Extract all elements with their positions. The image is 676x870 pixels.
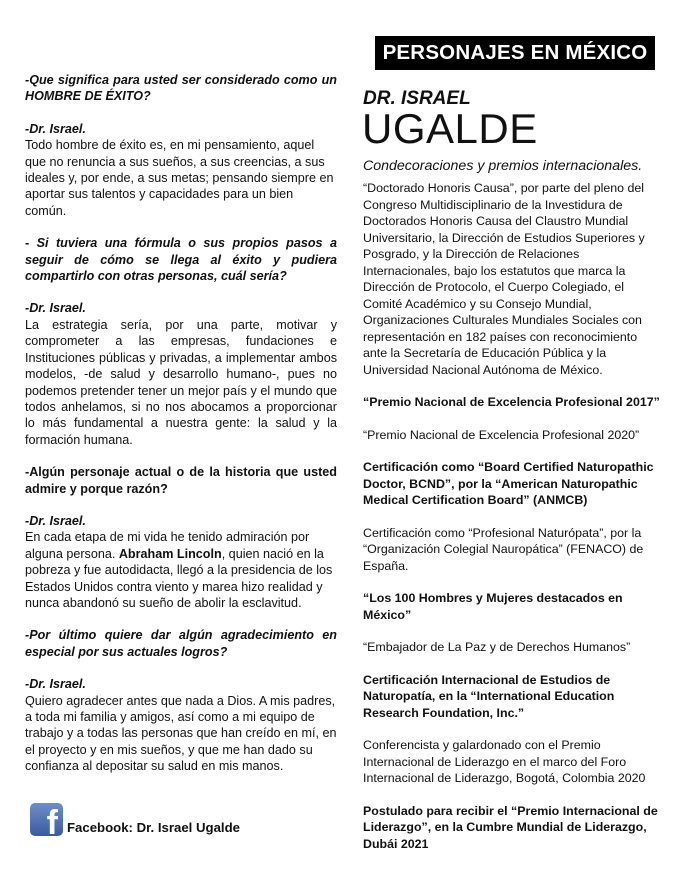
interview-speaker: -Dr. Israel. bbox=[25, 121, 86, 136]
interview-question: -Algún personaje actual o de la historia que usted admire y porque razón? bbox=[25, 465, 337, 496]
award-item: “Los 100 Hombres y Mujeres destacados en México” bbox=[363, 591, 623, 622]
name-surname: UGALDE bbox=[362, 105, 538, 152]
award-item: “Premio Nacional de Excelencia Profesional 2020” bbox=[363, 427, 640, 442]
interview-answer: La estrategia sería, por una parte, motivar y comprometer a las empresas, fundaciones e Instituciones públicas y privadas, a implementar ambos modelos, -de salud y desarrollo humano-, pues no podemos pretender tener un mejor país y el mundo que todos anhelamos, si no nos abocamos a proporcionar lo más fundamental a nuestra gente: la salud y la formación humana. bbox=[25, 317, 337, 447]
award-item: Certificación como “Board Certified Naturopathic Doctor, BCND”, por la “American Naturopathic Medical Certification Board” (ANMCB) bbox=[363, 460, 654, 507]
name-prefix: DR. ISRAEL bbox=[363, 88, 471, 109]
facebook-icon bbox=[30, 803, 63, 836]
award-item: Certificación Internacional de Estudios de Naturopatía, en la “International Education Research Foundation, Inc.” bbox=[363, 672, 615, 720]
award-item: “Embajador de La Paz y de Derechos Humanos” bbox=[363, 640, 631, 654]
award-item: Certificación como “Profesional Naturópata”, por la “Organización Colegial Nauropática” (FENACO) de España. bbox=[363, 525, 644, 573]
facebook-glyph: f bbox=[46, 804, 58, 836]
highlighted-name: Abraham Lincoln bbox=[118, 546, 222, 561]
interview-question: -Que significa para usted ser considerado como un HOMBRE DE ÉXITO? bbox=[25, 73, 337, 104]
award-item: “Premio Nacional de Excelencia Profesional 2017” bbox=[363, 395, 660, 409]
awards-list bbox=[363, 180, 663, 868]
facebook-link[interactable] bbox=[30, 803, 240, 836]
interview-column bbox=[25, 72, 337, 775]
interview-answer: Quiero agradecer antes que nada a Dios. A mis padres, a toda mi familia y amigos, así como a mi equipo de trabajo y a todas las personas que han creído en mí, en el proyecto y en mis sueños, y que me han dado su confianza al depositar su salud en mis manos. bbox=[25, 693, 337, 774]
section-label bbox=[375, 36, 655, 70]
awards-subtitle: Condecoraciones y premios internacionales. bbox=[363, 158, 643, 174]
answer-text: En cada etapa de mi vida he tenido admiración por alguna persona. bbox=[25, 530, 310, 561]
interview-answer bbox=[25, 529, 337, 611]
interview-question: - Si tuviera una fórmula o sus propios pasos a seguir de cómo se llega al éxito y pudiera compartirlo con otras personas, cuál sería? bbox=[25, 236, 337, 284]
interview-speaker: -Dr. Israel. bbox=[25, 513, 86, 528]
interview-answer: Todo hombre de éxito es, en mi pensamiento, aquel que no renuncia a sus sueños, a sus creencias, a sus ideales y, por ende, a sus metas; pensando siempre en aportar sus talentos y capacidades para un bien común. bbox=[25, 138, 334, 218]
award-item: “Doctorado Honoris Causa”, por parte del pleno del Congreso Multidisciplinario de la Investidura de Doctorados Honoris Causa del Claustro Mundial Universitario, la Dirección de Estudios Superiores y Posgrado, y la Dirección de Relaciones Internacionales, bajo los estatutos que marca la Dirección de Protocolo, el Cuerpo Colegiado, el Comité Académico y su Consejo Mundial, Organizaciones Culturales Mundiales Sociales con representación en 182 países con reconocimiento ante la Secretaría de Educación Pública y la Universidad Nacional Autónoma de México. bbox=[363, 181, 645, 377]
answer-text: , quien nació en la pobreza y fue autodidacta, llegó a la presidencia de los Estados Unidos contra viento y marea hizo realidad y nunca abandonó su sueño de abolir la esclavitud. bbox=[25, 546, 333, 610]
award-item: Postulado para recibir el “Premio Internacional de Liderazgo”, en la Cumbre Mundial de Liderazgo, Dubái 2021 bbox=[363, 803, 658, 851]
section-label-text: PERSONAJES EN MÉXICO bbox=[382, 41, 648, 64]
facebook-label: Facebook: Dr. Israel Ugalde bbox=[67, 820, 240, 835]
interview-speaker: -Dr. Israel. bbox=[25, 677, 86, 692]
award-item: Conferencista y galardonado con el Premio Internacional de Liderazgo en el marco del Foro Internacional de Liderazgo, Bogotá, Colombia 2020 bbox=[363, 738, 646, 785]
interview-question: -Por último quiere dar algún agradecimiento en especial por sus actuales logros? bbox=[25, 628, 337, 659]
interview-speaker: -Dr. Israel. bbox=[25, 301, 86, 316]
